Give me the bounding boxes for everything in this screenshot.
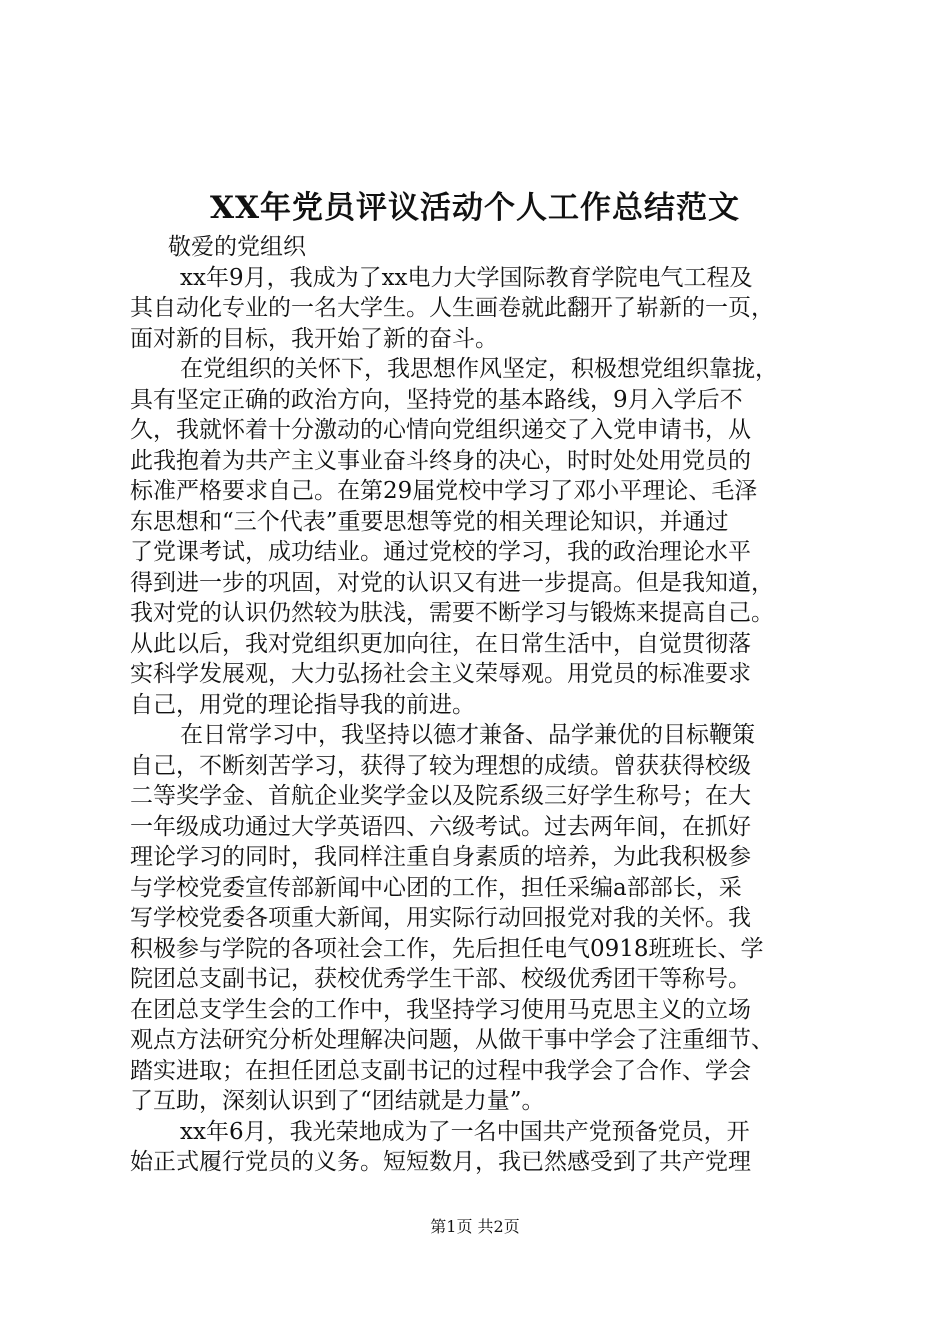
paragraph-line: 此我抱着为共产主义事业奋斗终身的决心，时时处处用党员的 <box>130 447 751 474</box>
paragraph-line: xx年9月，我成为了xx电力大学国际教育学院电气工程及 <box>180 264 753 291</box>
page-number-footer: 第1页 共2页 <box>430 1217 520 1236</box>
paragraph-line: 在党组织的关怀下，我思想作风坚定，积极想党组织靠拢， <box>180 356 778 382</box>
paragraph-line: 院团总支副书记，获校优秀学生干部、校级优秀团干等称号。 <box>130 966 751 992</box>
paragraph-line: 从此以后，我对党组织更加向往，在日常生活中，自觉贯彻落 <box>130 630 751 657</box>
paragraph-line: 实科学发展观，大力弘扬社会主义荣辱观。用党员的标准要求 <box>130 661 751 687</box>
paragraph-line: 写学校党委各项重大新闻，用实际行动回报党对我的关怀。我 <box>130 905 751 931</box>
paragraph-line: 面对新的目标，我开始了新的奋斗。 <box>130 325 498 352</box>
document-body <box>130 232 830 1178</box>
paragraph-line: 其自动化专业的一名大学生。人生画卷就此翻开了崭新的一页， <box>130 295 774 321</box>
paragraph-line: xx年6月，我光荣地成为了一名中国共产党预备党员，开 <box>180 1118 750 1145</box>
paragraph-line: 久，我就怀着十分激动的心情向党组织递交了入党申请书，从 <box>130 417 751 443</box>
paragraph-line: 了互助，深刻认识到了“团结就是力量”。 <box>130 1088 545 1114</box>
paragraph-line: 积极参与学院的各项社会工作，先后担任电气0918班班长、学 <box>130 935 764 962</box>
paragraph-line: 东思想和“三个代表”重要思想等党的相关理论知识，并通过 <box>130 508 729 535</box>
paragraph-line: 自己，用党的理论指导我的前进。 <box>130 691 475 718</box>
paragraph-line: 自己，不断刻苦学习，获得了较为理想的成绩。曾获获得校级 <box>130 752 751 779</box>
paragraph-line: 得到进一步的巩固，对党的认识又有进一步提高。但是我知道， <box>130 569 774 596</box>
paragraph-line: 观点方法研究分析处理解决问题，从做干事中学会了注重细节、 <box>130 1027 774 1053</box>
paragraph-line: 了党课考试，成功结业。通过党校的学习，我的政治理论水平 <box>130 539 751 565</box>
paragraph-line: 我对党的认识仍然较为肤浅，需要不断学习与锻炼来提高自己。 <box>130 600 774 626</box>
salutation: 敬爱的党组织 <box>168 234 306 260</box>
paragraph-line: 踏实进取；在担任团总支副书记的过程中我学会了合作、学会 <box>130 1057 751 1084</box>
document-title: XX年党员评议活动个人工作总结范文 <box>209 190 741 226</box>
paragraph-line: 在团总支学生会的工作中，我坚持学习使用马克思主义的立场 <box>130 996 751 1023</box>
paragraph-line: 二等奖学金、首航企业奖学金以及院系级三好学生称号；在大 <box>130 783 751 809</box>
paragraph-line: 标准严格要求自己。在第29届党校中学习了邓小平理论、毛泽 <box>130 478 758 504</box>
paragraph-line: 具有坚定正确的政治方向，坚持党的基本路线，9月入学后不 <box>130 386 743 413</box>
paragraph-line: 在日常学习中，我坚持以德才兼备、品学兼优的目标鞭策 <box>180 722 755 748</box>
paragraph-line: 一年级成功通过大学英语四、六级考试。过去两年间，在抓好 <box>130 813 751 840</box>
paragraph-line: 与学校党委宣传部新闻中心团的工作，担任采编a部部长，采 <box>130 874 742 901</box>
paragraph-line: 始正式履行党员的义务。短短数月，我已然感受到了共产党理 <box>130 1149 751 1175</box>
paragraph-line: 理论学习的同时，我同样注重自身素质的培养，为此我积极参 <box>130 844 751 870</box>
